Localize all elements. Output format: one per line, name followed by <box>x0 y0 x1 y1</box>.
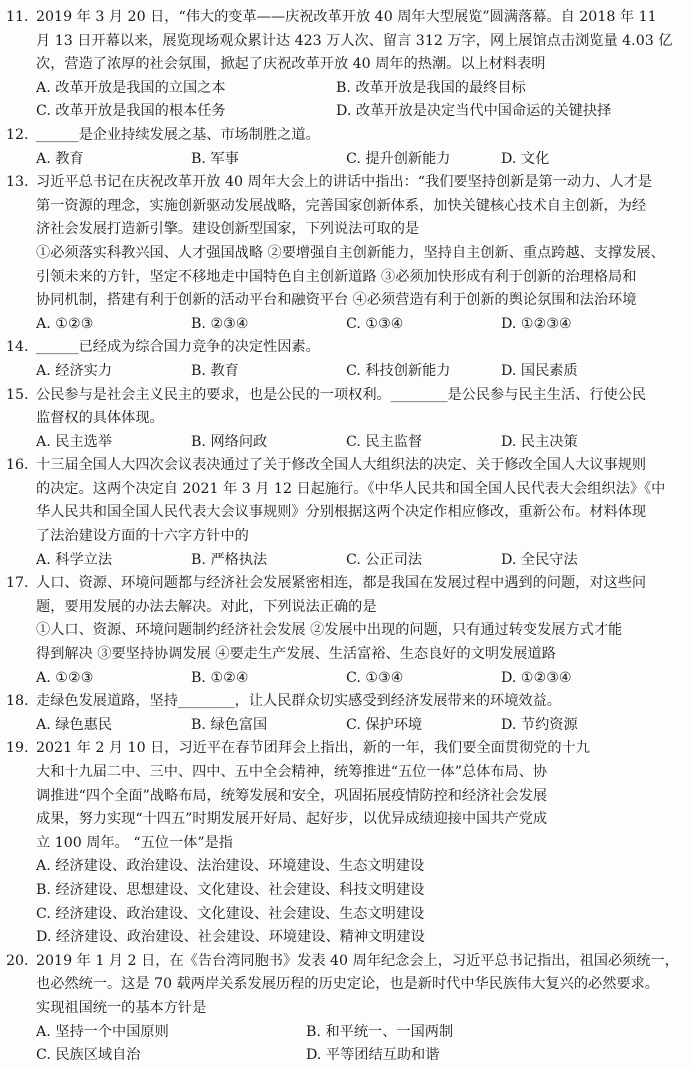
option-b[interactable]: B. 改革开放是我国的最终目标 <box>336 79 526 96</box>
option-c[interactable]: C. 保护环境 <box>346 716 423 733</box>
option-b[interactable]: B. 和平统一、一国两制 <box>306 1023 454 1040</box>
option-row <box>6 77 687 101</box>
option-c[interactable]: C. 科技创新能力 <box>346 362 451 379</box>
option-row <box>6 1044 687 1068</box>
question-number: 16. <box>6 457 29 474</box>
question-stem-line: 的决定。这两个决定自 2021 年 3 月 12 日起施行。《中华人民共和国全国人民代表大会组织法》《中 <box>36 480 666 497</box>
option-c[interactable]: C. 提升创新能力 <box>346 150 451 167</box>
question-19 <box>6 737 687 949</box>
option-d[interactable]: D. 全民守法 <box>501 551 578 568</box>
question-stem-line: 立 100 周年。 “五位一体”是指 <box>36 834 233 851</box>
question-stem-line: 题，要用发展的办法去解决。对此，下列说法正确的是 <box>36 598 377 615</box>
question-number: 19. <box>6 740 29 757</box>
question-stem-line: 华人民共和国全国人民代表大会议事规则》分别根据这两个决定作相应修改，重新公布。材料体现 <box>36 504 647 521</box>
question-stem-line: 2019 年 3 月 20 日，“伟大的变革——庆祝改革开放 40 周年大型展览”圆满落幕。自 2018 年 11 <box>36 9 657 25</box>
question-number: 13. <box>6 174 29 191</box>
option-row <box>6 714 687 738</box>
question-stem-line: 走绿色发展道路，坚持________，让人民群众切实感受到经济发展带来的环境效益。 <box>36 693 561 710</box>
question-number: 18. <box>6 693 29 710</box>
option-c[interactable]: C. 改革开放是我国的根本任务 <box>36 103 226 120</box>
question-18 <box>6 690 687 737</box>
option-b[interactable]: B. 经济建设、思想建设、文化建设、社会建设、科技文明建设 <box>36 881 425 898</box>
option-row <box>6 313 687 337</box>
question-stem-line: 监督权的具体体现。 <box>36 410 164 427</box>
option-b[interactable]: B. ①②④ <box>191 669 249 686</box>
option-b[interactable]: B. 教育 <box>191 362 239 379</box>
question-stem-line: 协同机制，搭建有利于创新的活动平台和融资平台 ④必须营造有利于创新的舆论氛围和法治环境 <box>36 292 637 309</box>
question-11 <box>6 6 687 124</box>
option-c[interactable]: C. 公正司法 <box>346 551 423 568</box>
question-stem-line: 调推进“四个全面”战略布局，统筹发展和安全，巩固拓展疫情防控和经济社会发展 <box>36 787 548 804</box>
question-14 <box>6 336 687 383</box>
question-stem-line: ______已经成为综合国力竞争的决定性因素。 <box>36 339 320 356</box>
question-number: 15. <box>6 386 29 403</box>
question-stem-line: 济社会发展打造新引擎。建设创新型国家，下列说法可取的是 <box>36 221 420 238</box>
option-row <box>6 431 687 455</box>
option-row <box>6 360 687 384</box>
question-stem-line: 了法治建设方面的十六字方针中的 <box>36 528 249 545</box>
option-a[interactable]: A. 绿色惠民 <box>36 716 113 733</box>
option-d[interactable]: D. 改革开放是决定当代中国命运的关键抉择 <box>336 103 612 120</box>
option-c[interactable]: C. 经济建设、政治建设、文化建设、社会建设、生态文明建设 <box>36 905 425 922</box>
question-stem-line: 引领未来的方针，坚定不移地走中国特色自主创新道路 ③必须加快形成有利于创新的治理格局和 <box>36 268 637 285</box>
question-stem-line: 2019 年 1 月 2 日，在《告台湾同胞书》发表 40 周年纪念会上，习近平总书记指出，祖国必须统一， <box>36 952 679 969</box>
question-stem-line: 实现祖国统一的基本方针是 <box>36 999 207 1016</box>
question-number: 17. <box>6 575 29 592</box>
option-c[interactable]: C. ①③④ <box>346 669 404 686</box>
option-a[interactable]: A. 经济实力 <box>36 362 113 379</box>
question-stem-line: ①必须落实科教兴国、人才强国战略 ②要增强自主创新能力，坚持自主创新、重点跨越、支撑发展、 <box>36 244 665 261</box>
option-d[interactable]: D. 民主决策 <box>501 433 578 450</box>
option-a[interactable]: A. 科学立法 <box>36 551 113 568</box>
option-a[interactable]: A. ①②③ <box>36 669 94 686</box>
option-a[interactable]: A. 教育 <box>36 150 84 167</box>
question-20 <box>6 950 687 1068</box>
question-16 <box>6 454 687 572</box>
question-17 <box>6 572 687 690</box>
option-c[interactable]: C. 民主监督 <box>346 433 423 450</box>
question-number: 12. <box>6 126 29 143</box>
option-row <box>6 148 687 172</box>
option-row <box>6 1021 687 1045</box>
question-stem-line: 月 13 日开幕以来，展览现场观众累计达 423 万人次、留言 312 万字，网上展馆点击浏览量 4.03 亿 <box>36 32 673 49</box>
option-d[interactable]: D. 节约资源 <box>501 716 578 733</box>
option-b[interactable]: B. 严格执法 <box>191 551 268 568</box>
option-c[interactable]: C. ①③④ <box>346 315 404 332</box>
option-a[interactable]: A. 经济建设、政治建设、法治建设、环境建设、生态文明建设 <box>36 858 425 875</box>
option-d[interactable]: D. ①②③④ <box>501 315 572 332</box>
option-b[interactable]: B. 绿色富国 <box>191 716 268 733</box>
option-d[interactable]: D. 国民素质 <box>501 362 578 379</box>
option-c[interactable]: C. 民族区域自治 <box>36 1047 141 1064</box>
question-stem-line: 公民参与是社会主义民主的要求，也是公民的一项权利。________是公民参与民主生活、行使公民 <box>36 386 647 403</box>
question-stem-line: 十三届全国人大四次会议表决通过了关于修改全国人大组织法的决定、关于修改全国人大议事规则 <box>36 457 647 474</box>
option-a[interactable]: A. 坚持一个中国原则 <box>36 1023 169 1040</box>
option-a[interactable]: A. 民主选举 <box>36 433 113 450</box>
question-stem-line: 习近平总书记在庆祝改革开放 40 周年大会上的讲话中指出：“我们要坚持创新是第一动力、人才是 <box>36 174 653 191</box>
question-15 <box>6 384 687 455</box>
option-d[interactable]: D. ①②③④ <box>501 669 572 686</box>
exam-page <box>6 6 687 1068</box>
question-12 <box>6 124 687 171</box>
option-d[interactable]: D. 平等团结互助和谐 <box>306 1047 440 1064</box>
option-row <box>6 667 687 691</box>
question-stem-line: 2021 年 2 月 10 日，习近平在春节团拜会上指出，新的一年，我们要全面贯彻党的十九 <box>36 740 590 757</box>
question-number: 20. <box>6 952 29 969</box>
option-b[interactable]: B. 军事 <box>191 150 239 167</box>
option-d[interactable]: D. 文化 <box>501 150 550 167</box>
question-stem-line: 得到解决 ③要坚持协调发展 ④要走生产发展、生活富裕、生态良好的文明发展道路 <box>36 646 556 663</box>
question-stem-line: 人口、资源、环境问题都与经济社会发展紧密相连，都是我国在发展过程中遇到的问题，对这些问 <box>36 575 647 592</box>
question-number: 14. <box>6 339 29 356</box>
option-d[interactable]: D. 经济建设、政治建设、社会建设、环境建设、精神文明建设 <box>36 929 425 946</box>
option-row <box>6 100 687 124</box>
question-13 <box>6 171 687 336</box>
question-stem-line: ①人口、资源、环境问题制约经济社会发展 ②发展中出现的问题，只有通过转变发展方式才能 <box>36 622 623 639</box>
question-stem-line: 也必然统一。这是 70 载两岸关系发展历程的历史定论，也是新时代中华民族伟大复兴的必然要求。 <box>36 976 659 993</box>
question-stem-line: 次，营造了浓厚的社会氛围，掀起了庆祝改革开放 40 周年的热潮。以上材料表明 <box>36 56 546 73</box>
option-row <box>6 549 687 573</box>
question-stem-line: 大和十九届二中、三中、四中、五中全会精神，统筹推进“五位一体”总体布局、协 <box>36 764 548 780</box>
option-a[interactable]: A. 改革开放是我国的立国之本 <box>36 79 226 96</box>
option-b[interactable]: B. 网络问政 <box>191 433 268 450</box>
question-number: 11. <box>6 9 29 25</box>
question-stem-line: 成果，努力实现“十四五”时期发展开好局、起好步，以优异成绩迎接中国共产党成 <box>36 811 548 828</box>
question-stem-line: ______是企业持续发展之基、市场制胜之道。 <box>36 126 320 143</box>
option-b[interactable]: B. ②③④ <box>191 315 249 332</box>
question-stem-line: 第一资源的理念，实施创新驱动发展战略，完善国家创新体系，加快关键核心技术自主创新，为经 <box>36 197 647 214</box>
option-a[interactable]: A. ①②③ <box>36 315 94 332</box>
